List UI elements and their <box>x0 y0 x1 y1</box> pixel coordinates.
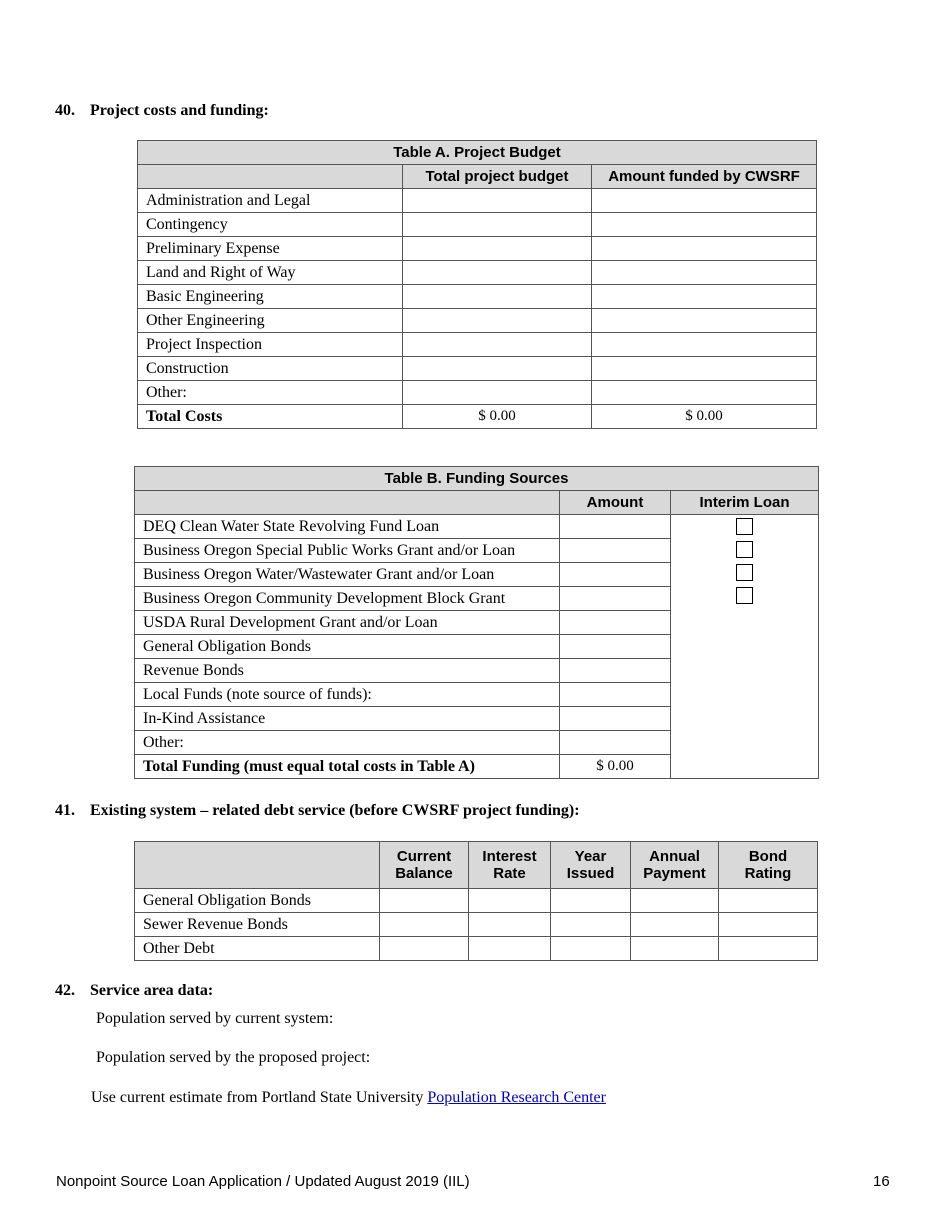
input-cell[interactable] <box>380 913 469 937</box>
input-cell[interactable] <box>551 913 631 937</box>
table-row <box>138 285 817 309</box>
amount-cell[interactable] <box>560 635 671 659</box>
interim-loan-cell <box>671 515 819 779</box>
header-line: Rate <box>493 865 526 882</box>
project-budget-table <box>137 140 817 429</box>
header-line: Payment <box>643 865 706 882</box>
table-row <box>138 261 817 285</box>
column-header: Amount <box>560 491 671 515</box>
table-row <box>138 333 817 357</box>
row-label: Basic Engineering <box>138 285 403 309</box>
column-header: Interim Loan <box>671 491 819 515</box>
debt-service-table <box>134 841 818 961</box>
table-title: Table A. Project Budget <box>138 141 817 165</box>
input-cell[interactable] <box>551 889 631 913</box>
amount-cell[interactable] <box>560 611 671 635</box>
column-header <box>135 842 380 889</box>
amount-cell[interactable] <box>560 683 671 707</box>
row-label: Local Funds (note source of funds): <box>135 683 560 707</box>
amount-cell[interactable] <box>560 515 671 539</box>
row-label: Business Oregon Special Public Works Grant and/or Loan <box>135 539 560 563</box>
total-label: Total Costs <box>138 405 403 429</box>
header-line: Current <box>396 848 452 865</box>
amount-cell[interactable] <box>560 587 671 611</box>
cwsrf-cell[interactable] <box>592 381 817 405</box>
table-row <box>138 357 817 381</box>
section-42-heading <box>55 982 213 1000</box>
row-label: Construction <box>138 357 403 381</box>
cwsrf-cell[interactable] <box>592 333 817 357</box>
input-cell[interactable] <box>631 913 719 937</box>
cwsrf-cell[interactable] <box>592 213 817 237</box>
total-row <box>138 405 817 429</box>
row-label: In-Kind Assistance <box>135 707 560 731</box>
cwsrf-cell[interactable] <box>592 285 817 309</box>
row-label: Revenue Bonds <box>135 659 560 683</box>
table-row <box>138 309 817 333</box>
budget-cell[interactable] <box>403 285 592 309</box>
column-header <box>138 165 403 189</box>
input-cell[interactable] <box>469 889 551 913</box>
section-number: 41. <box>55 802 75 819</box>
row-label: Business Oregon Water/Wastewater Grant and/or Loan <box>135 563 560 587</box>
page-number: 16 <box>873 1173 890 1190</box>
population-research-center-link[interactable]: Population Research Center <box>427 1089 606 1106</box>
section-title: Service area data: <box>90 982 214 999</box>
column-header <box>135 491 560 515</box>
input-cell[interactable] <box>469 913 551 937</box>
table-row <box>138 189 817 213</box>
row-label: Contingency <box>138 213 403 237</box>
input-cell[interactable] <box>551 937 631 961</box>
column-header: Total project budget <box>403 165 592 189</box>
cwsrf-cell[interactable] <box>592 261 817 285</box>
column-header <box>551 842 631 889</box>
column-header <box>631 842 719 889</box>
table-row <box>135 913 818 937</box>
budget-cell[interactable] <box>403 357 592 381</box>
interim-loan-checkbox[interactable] <box>736 587 753 604</box>
population-proposed-label: Population served by the proposed project: <box>96 1049 371 1066</box>
amount-cell[interactable] <box>560 539 671 563</box>
footer-text: Nonpoint Source Loan Application / Updated August 2019 (IIL) <box>56 1173 470 1190</box>
budget-cell[interactable] <box>403 261 592 285</box>
header-line: Issued <box>566 865 615 882</box>
row-label: Project Inspection <box>138 333 403 357</box>
row-label: Other: <box>135 731 560 755</box>
input-cell[interactable] <box>631 937 719 961</box>
total-cwsrf-value: $ 0.00 <box>592 405 817 429</box>
row-label: General Obligation Bonds <box>135 889 380 913</box>
budget-cell[interactable] <box>403 309 592 333</box>
note-text: Use current estimate from Portland State University <box>91 1089 424 1106</box>
table-row <box>138 213 817 237</box>
table-row <box>135 515 819 539</box>
budget-cell[interactable] <box>403 237 592 261</box>
header-line: Balance <box>395 865 453 882</box>
section-title: Existing system – related debt service (before CWSRF project funding): <box>90 802 580 819</box>
amount-cell[interactable] <box>560 563 671 587</box>
header-line: Rating <box>744 865 792 882</box>
section-40-heading <box>55 102 269 120</box>
header-line: Annual <box>649 848 700 865</box>
column-header <box>469 842 551 889</box>
table-row <box>135 889 818 913</box>
row-label: Land and Right of Way <box>138 261 403 285</box>
input-cell[interactable] <box>380 937 469 961</box>
section-41-heading <box>55 802 580 820</box>
row-label: General Obligation Bonds <box>135 635 560 659</box>
row-label: USDA Rural Development Grant and/or Loan <box>135 611 560 635</box>
row-label: Other: <box>138 381 403 405</box>
column-header <box>380 842 469 889</box>
input-cell[interactable] <box>719 889 818 913</box>
cwsrf-cell[interactable] <box>592 309 817 333</box>
total-amount-value: $ 0.00 <box>560 755 671 779</box>
budget-cell[interactable] <box>403 189 592 213</box>
column-header <box>719 842 818 889</box>
total-label: Total Funding (must equal total costs in Table A) <box>135 755 560 779</box>
cwsrf-cell[interactable] <box>592 357 817 381</box>
budget-cell[interactable] <box>403 333 592 357</box>
table-row <box>138 381 817 405</box>
row-label: Other Debt <box>135 937 380 961</box>
amount-cell[interactable] <box>560 659 671 683</box>
table-title: Table B. Funding Sources <box>135 467 819 491</box>
interim-loan-checkbox[interactable] <box>736 541 753 558</box>
row-label: Preliminary Expense <box>138 237 403 261</box>
row-label: Administration and Legal <box>138 189 403 213</box>
amount-cell[interactable] <box>560 707 671 731</box>
row-label: Business Oregon Community Development Block Grant <box>135 587 560 611</box>
table-row <box>138 237 817 261</box>
cwsrf-cell[interactable] <box>592 189 817 213</box>
population-note <box>91 1089 606 1107</box>
row-label: Other Engineering <box>138 309 403 333</box>
interim-loan-checkbox[interactable] <box>736 564 753 581</box>
funding-sources-table <box>134 466 819 779</box>
budget-cell[interactable] <box>403 381 592 405</box>
section-title: Project costs and funding: <box>90 102 269 119</box>
input-cell[interactable] <box>719 937 818 961</box>
cwsrf-cell[interactable] <box>592 237 817 261</box>
table-row <box>135 937 818 961</box>
header-line: Bond <box>748 848 788 865</box>
row-label: DEQ Clean Water State Revolving Fund Loan <box>135 515 560 539</box>
amount-cell[interactable] <box>560 731 671 755</box>
header-line: Year <box>574 848 607 865</box>
interim-loan-checkbox[interactable] <box>736 518 753 535</box>
budget-cell[interactable] <box>403 213 592 237</box>
input-cell[interactable] <box>469 937 551 961</box>
input-cell[interactable] <box>380 889 469 913</box>
column-header: Amount funded by CWSRF <box>592 165 817 189</box>
section-number: 40. <box>55 102 75 119</box>
population-current-label: Population served by current system: <box>96 1010 334 1027</box>
input-cell[interactable] <box>631 889 719 913</box>
section-number: 42. <box>55 982 75 999</box>
input-cell[interactable] <box>719 913 818 937</box>
header-line: Interest <box>482 848 537 865</box>
row-label: Sewer Revenue Bonds <box>135 913 380 937</box>
total-budget-value: $ 0.00 <box>403 405 592 429</box>
